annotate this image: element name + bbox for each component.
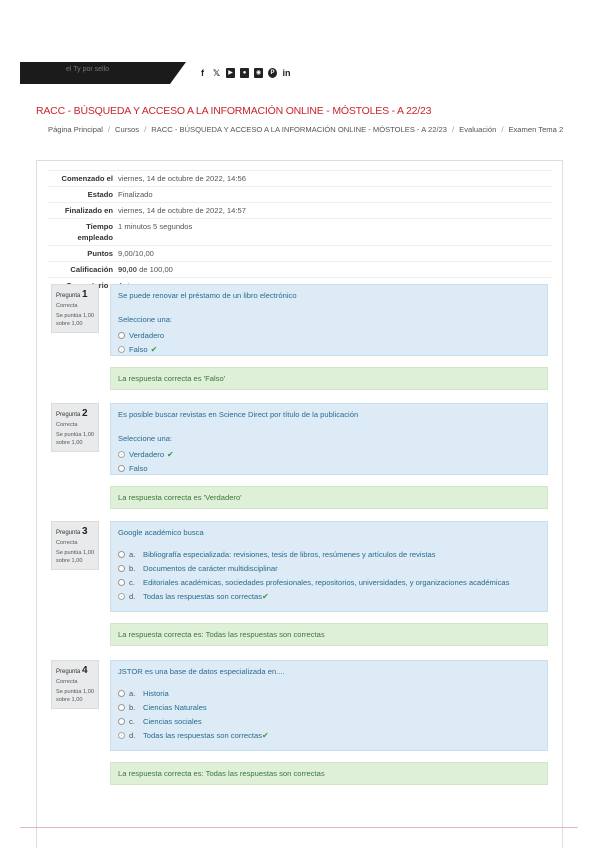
question-2-feedback: La respuesta correcta es 'Verdadero' — [110, 486, 548, 509]
attempt-summary-table — [48, 170, 552, 293]
question-1-info: Pregunta 1 Correcta Se puntúa 1,00 sobre 1,00 — [51, 284, 99, 333]
youtube-icon[interactable]: ▶ — [226, 68, 235, 78]
summary-row-points: Puntos 9,00/10,00 — [48, 246, 552, 262]
radio-icon[interactable] — [118, 332, 125, 339]
question-1-option-b[interactable]: Falso ✔ — [118, 342, 540, 356]
social-links — [198, 68, 291, 78]
top-bar — [20, 62, 578, 84]
summary-row-state: Estado Finalizado — [48, 187, 552, 203]
checkmark-icon: ✔ — [262, 591, 269, 601]
summary-row-time: Tiempo empleado 1 minutos 5 segundos — [48, 219, 552, 246]
question-4-option-d[interactable]: d. Todas las respuestas son correctas ✔ — [118, 728, 540, 742]
question-3-option-d[interactable]: d. Todas las respuestas son correctas ✔ — [118, 589, 540, 603]
breadcrumb: Página Principal / Cursos / RACC - BÚSQUEDA Y ACCESO A LA INFORMACIÓN ONLINE - MÓSTOLES - A 22/23 / Evaluación / Examen Tema 2 — [48, 125, 564, 134]
twitter-icon[interactable]: 𝕏 — [212, 68, 221, 78]
radio-checked-icon[interactable] — [118, 346, 125, 353]
radio-checked-icon[interactable] — [118, 732, 125, 739]
question-2-text: Es posible buscar revistas en Science Direct por título de la publicación — [118, 410, 359, 419]
top-bar-text: el Ty por sello — [66, 66, 110, 73]
question-4-option-c[interactable]: c. Ciencias sociales — [118, 714, 540, 728]
question-2-box: Es posible buscar revistas en Science Direct por título de la publicación Seleccione una: Verdadero ✔ Falso — [110, 403, 548, 475]
radio-icon[interactable] — [118, 465, 125, 472]
question-3-option-a[interactable]: a. Bibliografía especializada: revisiones, tesis de libros, resúmenes y artículos de revistas — [118, 547, 540, 561]
question-2-option-b[interactable]: Falso — [118, 461, 540, 475]
question-1-box: Se puede renovar el préstamo de un libro electrónico Seleccione una: Verdadero Falso ✔ — [110, 284, 548, 356]
question-4-info: Pregunta 4 Correcta Se puntúa 1,00 sobre 1,00 — [51, 660, 99, 709]
question-4-option-b[interactable]: b. Ciencias Naturales — [118, 700, 540, 714]
checkmark-icon: ✔ — [167, 449, 174, 459]
question-3-option-b[interactable]: b. Documentos de carácter multidisciplinar — [118, 561, 540, 575]
question-4-feedback: La respuesta correcta es: Todas las respuestas son correctas — [110, 762, 548, 785]
summary-row-grade: Calificación 90,00 de 100,00 — [48, 262, 552, 278]
breadcrumb-exam[interactable]: Examen Tema 2 — [508, 125, 564, 134]
top-bar-dark-strip — [20, 62, 170, 84]
question-4-box — [110, 660, 548, 751]
question-4-text: JSTOR es una base de datos especializada en.... — [118, 667, 285, 676]
radio-icon[interactable] — [118, 690, 125, 697]
radio-icon[interactable] — [118, 718, 125, 725]
question-3-feedback: La respuesta correcta es: Todas las respuestas son correctas — [110, 623, 548, 646]
pinterest-icon[interactable]: P — [268, 68, 277, 78]
bottom-divider — [20, 827, 578, 828]
breadcrumb-evaluation[interactable]: Evaluación — [459, 125, 497, 134]
course-title: RACC - BÚSQUEDA Y ACCESO A LA INFORMACIÓN ONLINE - MÓSTOLES - A 22/23 — [36, 105, 432, 117]
radio-icon[interactable] — [118, 704, 125, 711]
radio-checked-icon[interactable] — [118, 593, 125, 600]
question-1-text: Se puede renovar el préstamo de un libro electrónico — [118, 291, 297, 300]
summary-row-started: Comenzado el viernes, 14 de octubre de 2022, 14:56 — [48, 171, 552, 187]
question-3-option-c[interactable]: c. Editoriales académicas, sociedades profesionales, repositorios, universidades, y organizaciones académicas — [118, 575, 540, 589]
flickr-icon[interactable]: ● — [240, 68, 249, 78]
radio-icon[interactable] — [118, 565, 125, 572]
question-2-info: Pregunta 2 Correcta Se puntúa 1,00 sobre 1,00 — [51, 403, 99, 452]
question-3-text: Google académico busca — [118, 528, 204, 537]
checkmark-icon: ✔ — [262, 730, 269, 740]
facebook-icon[interactable]: f — [201, 68, 204, 78]
breadcrumb-home[interactable]: Página Principal — [48, 125, 103, 134]
question-1-feedback: La respuesta correcta es 'Falso' — [110, 367, 548, 390]
question-3-info: Pregunta 3 Correcta Se puntúa 1,00 sobre 1,00 — [51, 521, 99, 570]
instagram-icon[interactable]: ◉ — [255, 70, 262, 76]
checkmark-icon: ✔ — [150, 344, 158, 354]
question-3-box — [110, 521, 548, 612]
breadcrumb-course[interactable]: RACC - BÚSQUEDA Y ACCESO A LA INFORMACIÓN ONLINE - MÓSTOLES - A 22/23 — [151, 125, 448, 134]
radio-checked-icon[interactable] — [118, 451, 125, 458]
question-2-option-a[interactable]: Verdadero ✔ — [118, 447, 540, 461]
breadcrumb-courses[interactable]: Cursos — [115, 125, 140, 134]
question-4-option-a[interactable]: a. Historia — [118, 686, 540, 700]
summary-row-finished: Finalizado en viernes, 14 de octubre de 2022, 14:57 — [48, 203, 552, 219]
radio-icon[interactable] — [118, 551, 125, 558]
radio-icon[interactable] — [118, 579, 125, 586]
linkedin-icon[interactable]: in — [282, 68, 291, 78]
question-1-option-a[interactable]: Verdadero — [118, 328, 540, 342]
